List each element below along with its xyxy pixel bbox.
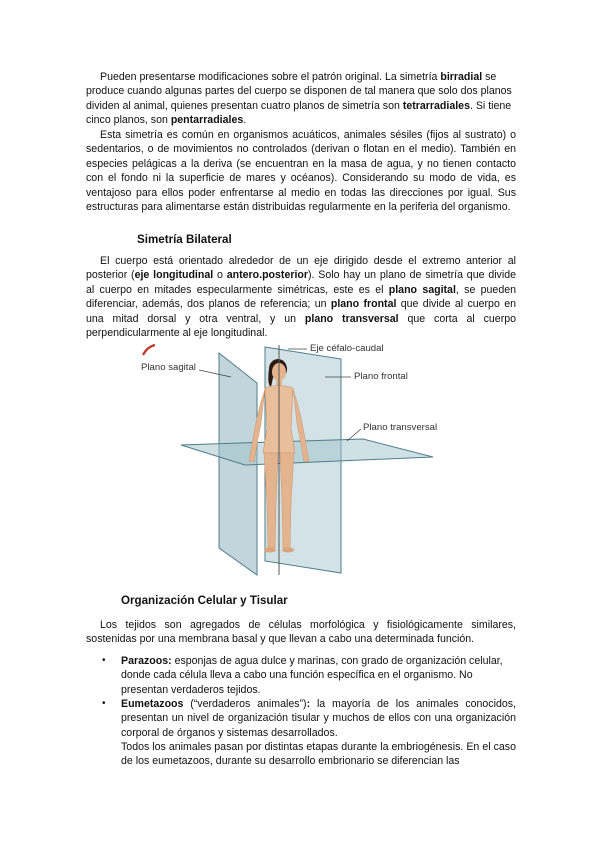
term-plano-sagital: plano sagital	[388, 283, 456, 296]
paragraph-bilateral	[86, 254, 516, 340]
section-heading-bilateral: Simetría Bilateral	[137, 233, 232, 246]
term-parazoos: Parazoos:	[121, 655, 172, 667]
text-run: la mayoría de los animales conocidos, presentan un nivel de organización tisular y muchos de ellos con una organización corporal de órganos y sistemas desarrollados.	[121, 698, 516, 739]
text-run: que corta al cuerpo perpendicularmente al eje longitudinal.	[86, 312, 517, 340]
paragraph-birradial	[86, 70, 516, 128]
label-eje-cefalo-caudal: Eje céfalo-caudal	[310, 343, 384, 354]
term-eumetazoos: Eumetazoos	[121, 698, 184, 710]
text-run: o	[213, 269, 227, 282]
text-run: El cuerpo está orientado alrededor de un eje dirigido desde el extremo anterior al posterior (	[86, 255, 516, 282]
text-run: :	[306, 698, 311, 710]
term-plano-transversal: plano transversal	[304, 312, 399, 325]
text-run: ). Solo hay un plano de simetría que divide al cuerpo en mitades especularmente simétricas, este es el	[86, 269, 516, 296]
label-plano-transversal: Plano transversal	[363, 422, 438, 433]
text-run: Pueden presentarse modificaciones sobre el patrón original. La simetría	[100, 71, 441, 83]
term-eje-longitudinal: eje longitudinal	[134, 269, 214, 282]
list-item-parazoos	[121, 654, 516, 697]
text-run: .	[243, 114, 247, 127]
term-plano-frontal: plano frontal	[330, 298, 397, 311]
term-birradial: birradial	[440, 71, 483, 83]
text-run: (“verdaderos animales”)	[183, 698, 307, 710]
section-heading-tissue: Organización Celular y Tisular	[121, 594, 288, 607]
label-plano-sagital: Plano sagital	[141, 362, 196, 373]
text-run: que divide al cuerpo en una mitad dorsal y otra ventral, y un	[86, 298, 516, 325]
list-item-eumetazoos	[121, 697, 516, 740]
paragraph-embryogenesis: Todos los animales pasan por distintas etapas durante la embriogénesis. En el caso de los eumetazoos, durante su desarrollo embrionario se diferencian las	[121, 741, 516, 768]
text-run: . Si tiene cinco planos, son	[86, 99, 512, 127]
term-pentarradiales: pentarradiales	[170, 114, 244, 127]
term-tetrarradiales: tetrarradiales	[402, 99, 470, 112]
paragraph-tissue-intro: Los tejidos son agregados de células morfológica y fisiológicamente similares, sostenidas por una membrana basal y que llevan a cabo una determinada función.	[86, 619, 516, 646]
text-run: esponjas de agua dulce y marinas, con grado de organización celular, donde cada célula lleva a cabo una función específica en el organismo. No presentan verdaderos tejidos.	[121, 655, 503, 696]
red-mark	[143, 345, 155, 355]
body-planes-figure	[141, 343, 459, 576]
body-planes-illustration	[141, 343, 459, 576]
bullet-marker: •	[102, 655, 106, 666]
text-run: , se pueden diferenciar, además, dos planos de referencia; un	[86, 283, 516, 311]
text-run: se produce cuando algunas partes del cuerpo se disponen de tal manera que solo dos planos dividen al animal, quienes presentan cuatro planos de simetría son	[86, 71, 512, 112]
paragraph-radial-ecology: Esta simetría es común en organismos acuáticos, animales sésiles (fijos al sustrato) o sedentarios, o de movimientos no controlados (derivan o flotan en el medio). También en especies pelágicas a la deriva (se encuentran en la masa de agua, y no tienen contacto con el fondo ni la superficie de mares y océanos). Considerando su modo de vida, es ventajoso para ellos poder enfrentarse al medio en todas las direcciones por igual. Sus estructuras para alimentarse están distribuidas regularmente en la periferia del organismo.	[86, 129, 516, 214]
bullet-marker: •	[102, 698, 106, 709]
label-plano-frontal: Plano frontal	[354, 371, 408, 382]
term-antero-posterior: antero.posterior	[226, 269, 308, 282]
